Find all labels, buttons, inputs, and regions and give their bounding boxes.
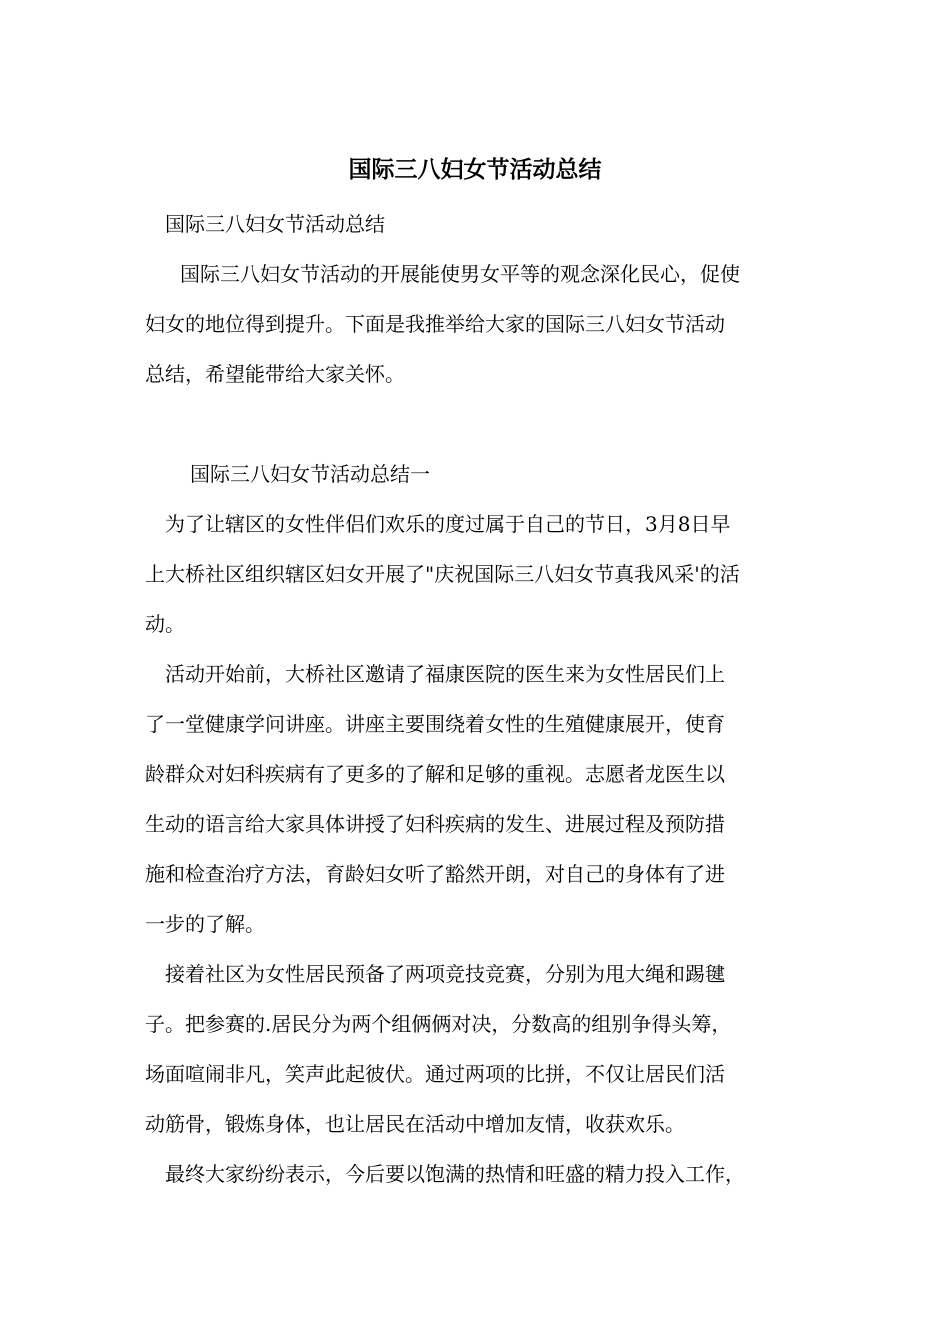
intro-line: 国际三八妇女节活动的开展能使男女平等的观念深化民心，促使 [180, 262, 740, 286]
paragraph-line: 子。把参赛的.居民分为两个组俩俩对决，分数高的组别争得头筹， [145, 1012, 732, 1036]
paragraph-line: 动筋骨，锻炼身体，也让居民在活动中增加友情，收获欢乐。 [145, 1112, 685, 1136]
section-heading: 国际三八妇女节活动总结一 [190, 462, 430, 486]
document-title: 国际三八妇女节活动总结 [348, 156, 602, 183]
paragraph-line: 施和检查治疗方法，育龄妇女听了豁然开朗，对自己的身体有了进 [145, 862, 725, 886]
paragraph-line: 最终大家纷纷表示，今后要以饱满的热情和旺盛的精力投入工作， [165, 1162, 745, 1186]
paragraph-line: 为了让辖区的女性伴侣们欢乐的度过属于自己的节日，3月8日早 [165, 512, 731, 536]
paragraph-line: 上大桥社区组织辖区妇女开展了"庆祝国际三八妇女节真我风采'的活 [145, 562, 740, 586]
paragraph-line: 一步的了解。 [145, 912, 265, 936]
intro-line: 总结，希望能带给大家关怀。 [145, 362, 405, 386]
intro-line: 妇女的地位得到提升。下面是我推举给大家的国际三八妇女节活动 [145, 312, 725, 336]
paragraph-line: 了一堂健康学问讲座。讲座主要围绕着女性的生殖健康展开，使育 [145, 712, 725, 736]
paragraph-line: 场面喧闹非凡，笑声此起彼伏。通过两项的比拼，不仅让居民们活 [145, 1062, 725, 1086]
paragraph-line: 生动的语言给大家具体讲授了妇科疾病的发生、进展过程及预防措 [145, 812, 725, 836]
paragraph-line: 活动开始前，大桥社区邀请了福康医院的医生来为女性居民们上 [165, 662, 725, 686]
paragraph-line: 龄群众对妇科疾病有了更多的了解和足够的重视。志愿者龙医生以 [145, 762, 725, 786]
paragraph-line: 动。 [145, 612, 185, 636]
paragraph-line: 接着社区为女性居民预备了两项竞技竞赛，分别为甩大绳和踢毽 [165, 962, 725, 986]
document-subtitle: 国际三八妇女节活动总结 [165, 212, 385, 236]
